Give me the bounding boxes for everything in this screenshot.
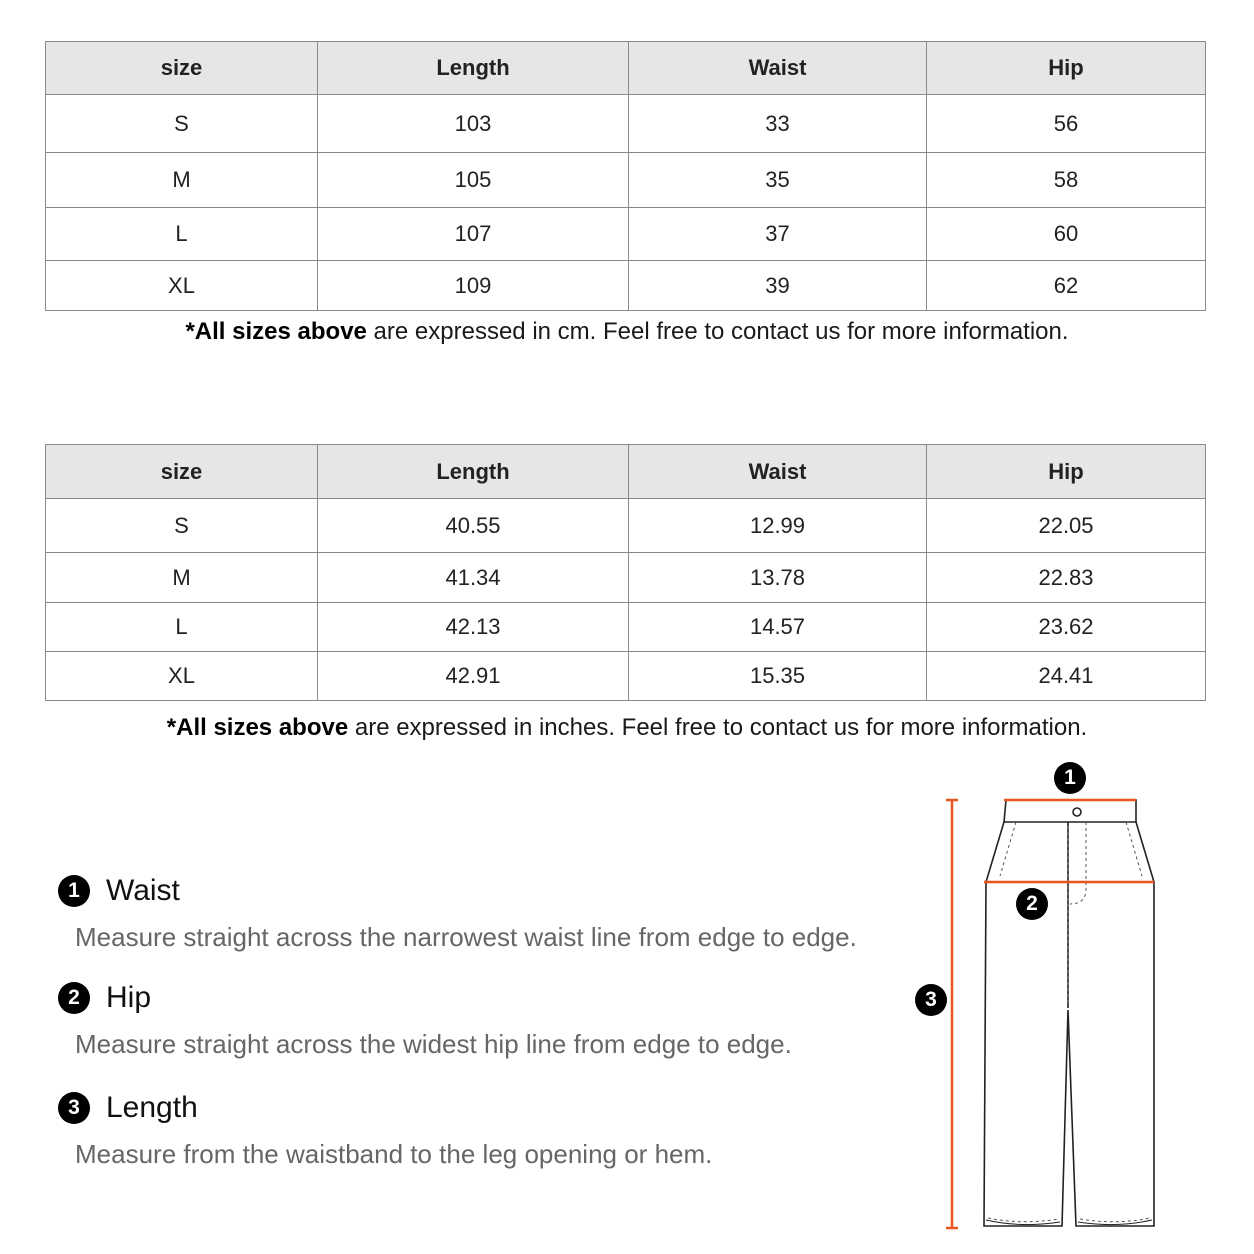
cell-waist: 35 — [629, 153, 927, 208]
cell-length: 42.13 — [318, 603, 629, 652]
cell-hip: 23.62 — [927, 603, 1206, 652]
note-text: are expressed in cm. Feel free to contact us for more information. — [366, 318, 1069, 345]
guide-description: Measure straight across the narrowest waist line from edge to edge. — [75, 922, 857, 952]
header-waist: Waist — [629, 42, 927, 95]
guide-title: Waist — [106, 874, 180, 907]
cell-length: 42.91 — [318, 652, 629, 701]
header-size: size — [46, 42, 318, 95]
cell-size: M — [46, 153, 318, 208]
callout-length: 3 — [915, 984, 947, 1016]
button-icon — [1073, 808, 1081, 816]
cell-waist: 33 — [629, 95, 927, 153]
cell-waist: 13.78 — [629, 553, 927, 603]
cell-size: S — [46, 95, 318, 153]
cell-size: XL — [46, 652, 318, 701]
cell-hip: 62 — [927, 261, 1206, 311]
fly-stitch-curve — [1070, 822, 1086, 904]
cell-size: M — [46, 553, 318, 603]
cell-size: S — [46, 499, 318, 553]
guide-description: Measure straight across the widest hip line from edge to edge. — [75, 1029, 792, 1059]
note-bold: *All sizes above — [185, 318, 367, 345]
header-size: size — [46, 445, 318, 499]
cell-length: 40.55 — [318, 499, 629, 553]
cell-waist: 15.35 — [629, 652, 927, 701]
note-text: are expressed in inches. Feel free to contact us for more information. — [348, 714, 1088, 741]
guide-title: Hip — [106, 981, 152, 1014]
header-length: Length — [318, 445, 629, 499]
cell-waist: 37 — [629, 208, 927, 261]
cell-waist: 39 — [629, 261, 927, 311]
callout-hip: 2 — [1016, 888, 1048, 920]
number-badge: 3 — [58, 1092, 90, 1124]
cell-hip: 22.05 — [927, 499, 1206, 553]
cell-hip: 24.41 — [927, 652, 1206, 701]
guide-description: Measure from the waistband to the leg opening or hem. — [75, 1139, 713, 1169]
header-length: Length — [318, 42, 629, 95]
cell-size: L — [46, 208, 318, 261]
callout-waist: 1 — [1054, 762, 1086, 794]
hem-stitch-right — [1080, 1218, 1150, 1222]
cell-hip: 22.83 — [927, 553, 1206, 603]
cell-hip: 58 — [927, 153, 1206, 208]
cell-waist: 12.99 — [629, 499, 927, 553]
cell-hip: 60 — [927, 208, 1206, 261]
cell-hip: 56 — [927, 95, 1206, 153]
header-hip: Hip — [927, 445, 1206, 499]
cell-length: 103 — [318, 95, 629, 153]
cell-length: 105 — [318, 153, 629, 208]
waistband-outline — [1004, 800, 1136, 822]
cell-size: XL — [46, 261, 318, 311]
guide-title: Length — [106, 1091, 198, 1124]
cell-length: 41.34 — [318, 553, 629, 603]
note-bold: *All sizes above — [166, 714, 349, 741]
cell-length: 107 — [318, 208, 629, 261]
number-badge: 2 — [58, 982, 90, 1014]
cell-waist: 14.57 — [629, 603, 927, 652]
pocket-stitch-right — [1126, 822, 1142, 876]
hem-stitch-left — [988, 1218, 1058, 1222]
cell-size: L — [46, 603, 318, 652]
header-waist: Waist — [629, 445, 927, 499]
hem-right — [1078, 1220, 1152, 1225]
header-hip: Hip — [927, 42, 1206, 95]
number-badge: 1 — [58, 875, 90, 907]
cell-length: 109 — [318, 261, 629, 311]
